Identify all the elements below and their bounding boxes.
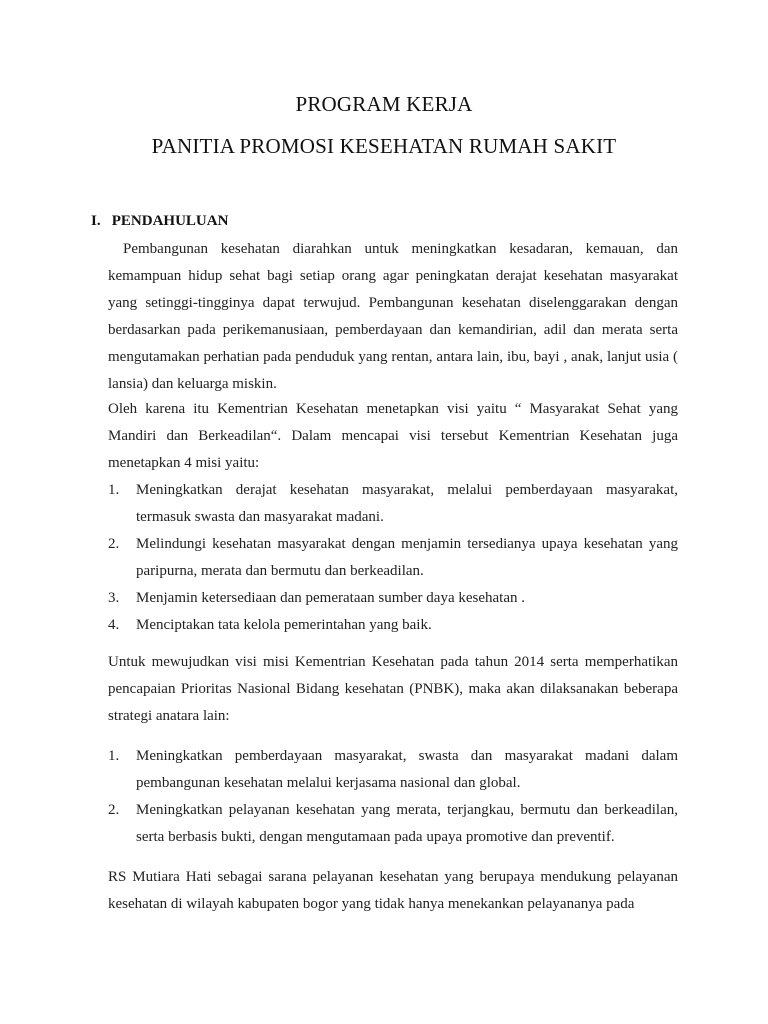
list-item xyxy=(108,612,678,639)
list-item-text: Melindungi kesehatan masyarakat dengan menjamin tersedianya upaya kesehatan yang paripurna, merata dan bermutu dan berkeadilan. xyxy=(136,536,678,579)
list-item-number: 3. xyxy=(108,590,120,606)
section-number: I. xyxy=(91,213,101,229)
list-item-number: 2. xyxy=(108,802,120,818)
list-item xyxy=(108,743,678,797)
list-item-number: 1. xyxy=(108,482,120,498)
list-item-text: Meningkatkan pelayanan kesehatan yang merata, terjangkau, bermutu dan berkeadilan, serta berbasis bukti, dengan mengutamaan pada upaya promotive dan preventif. xyxy=(136,802,678,845)
list-item-number: 4. xyxy=(108,617,120,633)
paragraph-visi: Oleh karena itu Kementrian Kesehatan menetapkan visi yaitu “ Masyarakat Sehat yang Mandiri dan Berkeadilan“. Dalam mencapai visi tersebut Kementrian Kesehatan juga menetapkan 4 misi yaitu: xyxy=(108,401,678,471)
document-title: PROGRAM KERJA xyxy=(295,92,473,116)
list-item-text: Meningkatkan derajat kesehatan masyarakat, melalui pemberdayaan masyarakat, termasuk swasta dan masyarakat madani. xyxy=(136,482,678,525)
list-item-text: Menjamin ketersediaan dan pemerataan sumber daya kesehatan . xyxy=(136,590,525,606)
list-item xyxy=(108,585,678,612)
list-item xyxy=(108,797,678,851)
section-heading-text: PENDAHULUAN xyxy=(111,213,229,229)
section-heading xyxy=(91,213,228,230)
list-item-number: 1. xyxy=(108,748,120,764)
paragraph-strategi: Untuk mewujudkan visi misi Kementrian Kesehatan pada tahun 2014 serta memperhatikan pencapaian Prioritas Nasional Bidang kesehatan (PNBK), maka akan dilaksanakan beberapa strategi anatara lain: xyxy=(108,654,678,724)
paragraph-intro: Pembangunan kesehatan diarahkan untuk meningkatkan kesadaran, kemauan, dan kemampuan hidup sehat bagi setiap orang agar peningkatan derajat kesehatan masyarakat yang setinggi-tingginya dapat terwujud. Pembangunan kesehatan diselenggarakan dengan berdasarkan pada perikemanusiaan, pemberdayaan dan kemandirian, adil dan merata serta mengutamakan perhatian pada penduduk yang rentan, antara lain, ibu, bayi , anak, lanjut usia ( lansia) dan keluarga miskin. xyxy=(108,241,678,392)
strategi-list xyxy=(108,743,678,851)
list-item xyxy=(108,477,678,531)
list-item-text: Menciptakan tata kelola pemerintahan yang baik. xyxy=(136,617,432,633)
paragraph-rs-mutiara-hati: RS Mutiara Hati sebagai sarana pelayanan kesehatan yang berupaya mendukung pelayanan kesehatan di wilayah kabupaten bogor yang tidak hanya menekankan pelayananya pada xyxy=(108,869,678,912)
document-subtitle: PANITIA PROMOSI KESEHATAN RUMAH SAKIT xyxy=(151,134,617,158)
list-item-text: Meningkatkan pemberdayaan masyarakat, swasta dan masyarakat madani dalam pembangunan kesehatan melalui kerjasama nasional dan global. xyxy=(136,748,678,791)
list-item-number: 2. xyxy=(108,536,120,552)
misi-list xyxy=(108,477,678,639)
list-item xyxy=(108,531,678,585)
